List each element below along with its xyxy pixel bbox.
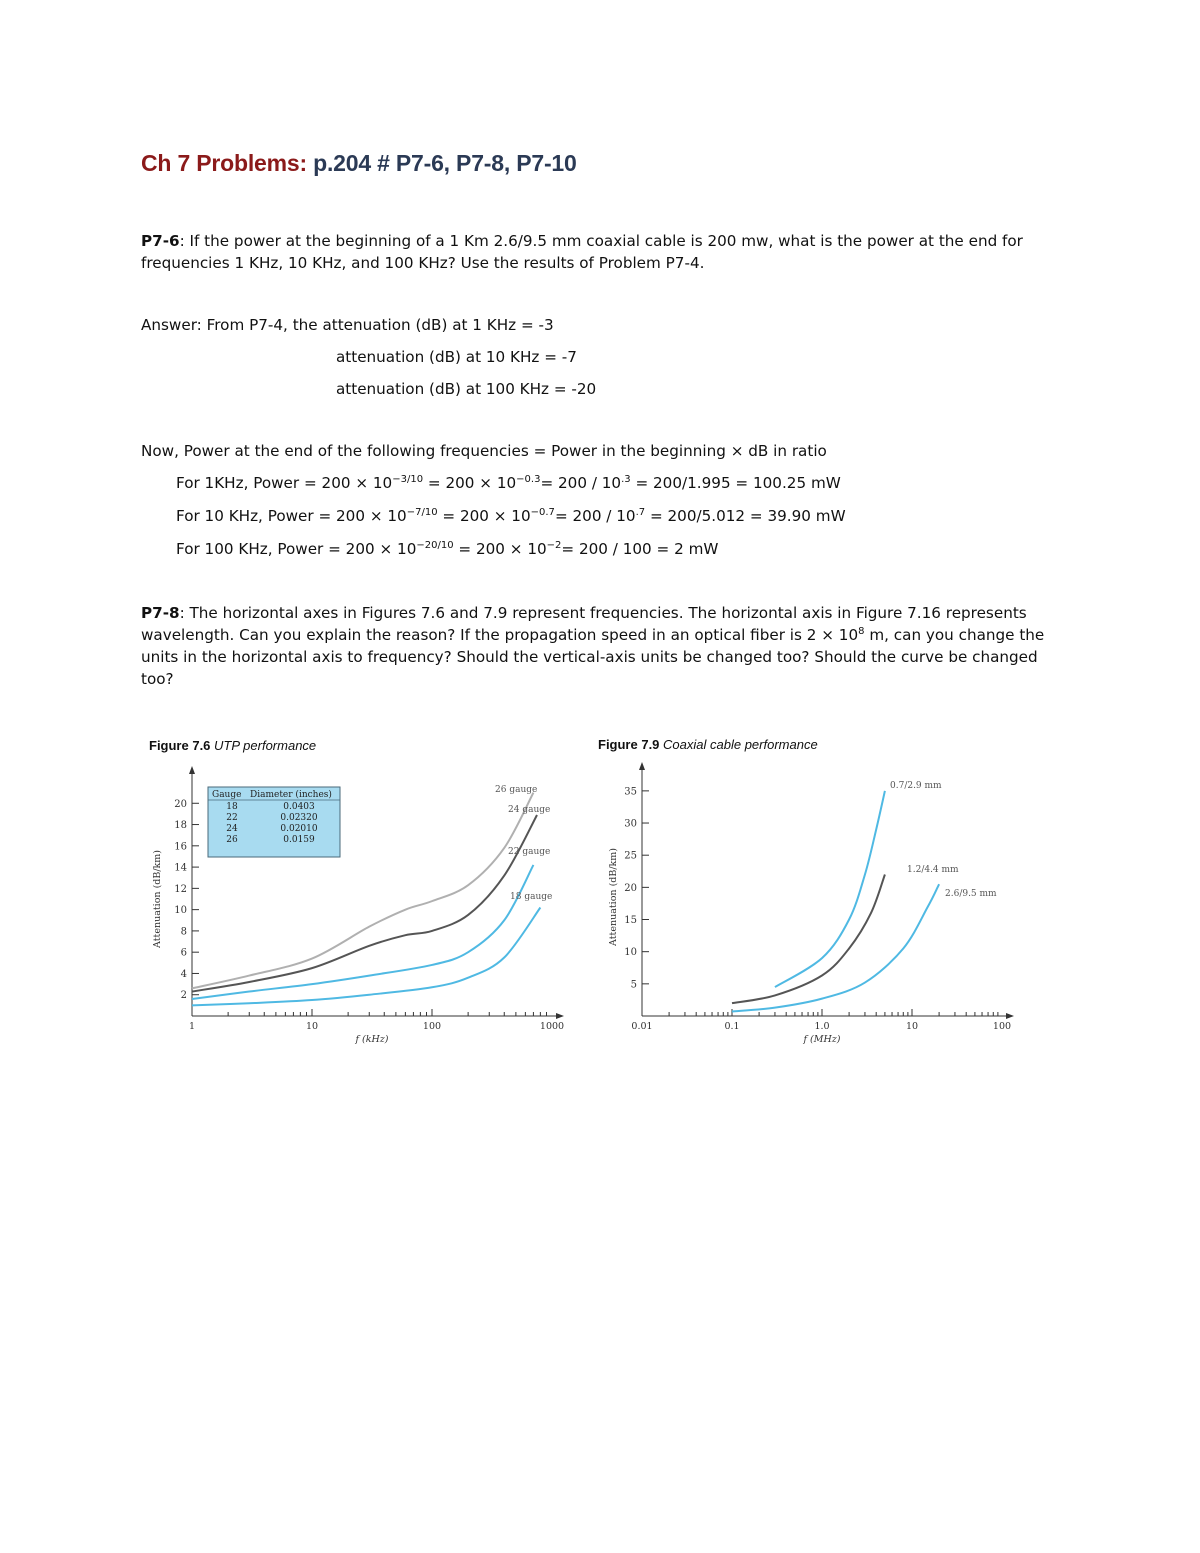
y-tick-label: 35 [624,786,637,798]
problem-exponent: 8 [858,626,865,637]
y-tick-label: 6 [180,947,187,959]
x-tick-label: 1000 [539,1021,565,1032]
y-tick-label: 10 [174,905,187,917]
calc-exponent: −0.3 [516,474,541,485]
answer-line-3: attenuation (dB) at 100 KHz = -20 [336,380,597,398]
x-tick-label: 1.0 [814,1021,830,1032]
series-label: 24 gauge [508,805,551,815]
calc-text: For 1KHz, Power = 200 × 10 [176,474,393,492]
x-tick-label: 1 [188,1021,196,1032]
series-line-18-gauge [192,908,540,1006]
x-axis-arrow [556,1013,564,1019]
y-tick-label: 14 [174,862,187,874]
series-line-2-6-9-5-mm [732,884,939,1011]
calc-exponent: −7/10 [406,507,438,518]
figure-number: Figure 7.9 [598,737,660,752]
answer-now: Now, Power at the end of the following frequencies = Power in the beginning × dB in ratio [141,442,827,460]
calc-exponent: −20/10 [416,540,454,551]
x-tick-label: 100 [422,1021,442,1032]
calc-text: = 200 × 10 [423,474,517,492]
answer-line-2: attenuation (dB) at 10 KHz = -7 [336,348,577,366]
table-cell: 22 [226,813,238,823]
x-axis-arrow [1006,1013,1014,1019]
answer-line-1: Answer: From P7-4, the attenuation (dB) at 1 KHz = -3 [141,316,554,334]
title-chapter: Ch 7 Problems: [141,150,307,176]
series-label: 1.2/4.4 mm [907,865,959,875]
series-label: 26 gauge [495,785,538,795]
figure-7-6-caption [149,738,316,753]
calc-text: For 10 KHz, Power = 200 × 10 [176,507,407,525]
series-line-22-gauge [192,865,533,999]
x-tick-label: 100 [992,1021,1012,1032]
y-tick-label: 30 [624,818,637,830]
x-axis-label: f (kHz) [355,1034,389,1045]
calc-text: = 200/5.012 = 39.90 mW [645,507,846,525]
figure-7-9-coaxial-chart [600,760,1030,1060]
calc-line-2 [176,507,846,525]
title-problems: p.204 # P7-6, P7-8, P7-10 [313,150,577,176]
figure-title: Coaxial cable performance [663,737,818,752]
series-label: 2.6/9.5 mm [945,889,997,899]
table-header: Gauge [212,790,242,800]
problem-p7-8 [141,602,1061,690]
y-tick-label: 20 [624,882,637,894]
y-tick-label: 2 [180,990,187,1002]
y-tick-label: 5 [630,979,637,991]
calc-exponent: −2 [546,540,562,551]
calc-exponent: .3 [621,474,631,485]
table-cell: 24 [226,824,238,834]
problem-label: P7-8 [141,604,180,622]
series-label: 18 gauge [510,892,553,902]
calc-exponent: .7 [635,507,646,518]
y-axis-arrow [189,766,195,774]
x-tick-label: 10 [305,1021,319,1032]
x-axis-label: f (MHz) [803,1034,841,1045]
table-cell: 0.02010 [280,824,318,834]
calc-text: For 100 KHz, Power = 200 × 10 [176,540,417,558]
page-title [141,150,577,177]
calc-exponent: −0.7 [530,507,555,518]
table-cell: 0.0159 [283,835,315,845]
y-tick-label: 10 [624,947,637,959]
y-tick-label: 4 [180,968,187,980]
problem-text: : The horizontal axes in Figures 7.6 and 7.9 represent frequencies. The horizontal axis in Figure 7.16 represents wavelength. Can you explain the reason? If the propagation speed in an optical fiber is 2 × 10 [141,604,1027,644]
table-cell: 26 [226,835,238,845]
calc-line-3 [176,540,718,558]
y-axis-label: Attenuation (dB/km) [608,847,619,947]
calc-exponent: −3/10 [392,474,424,485]
y-tick-label: 15 [624,915,637,927]
figure-7-9-caption [598,737,818,752]
y-tick-label: 8 [180,926,187,938]
figure-7-6-utp-chart [140,760,580,1060]
problem-label: P7-6 [141,232,180,250]
series-label: 22 gauge [508,847,551,857]
figure-title: UTP performance [214,738,317,753]
table-cell: 0.0403 [283,802,315,812]
x-tick-label: 10 [905,1021,919,1032]
y-tick-label: 25 [624,850,637,862]
table-header: Diameter (inches) [250,790,332,800]
calc-text: = 200 / 10 [554,507,636,525]
problem-p7-6 [141,230,1061,274]
y-tick-label: 20 [174,798,187,810]
y-tick-label: 16 [174,841,187,853]
figure-number: Figure 7.6 [149,738,211,753]
problem-text: : If the power at the beginning of a 1 Km 2.6/9.5 mm coaxial cable is 200 mw, what is the power at the end for frequencies 1 KHz, 10 KHz, and 100 KHz? Use the results of Problem P7-4. [141,232,1023,272]
calc-text: = 200 / 100 = 2 mW [561,540,719,558]
table-cell: 18 [226,802,238,812]
calc-text: = 200 / 10 [540,474,622,492]
calc-text: = 200 × 10 [437,507,531,525]
x-tick-label: 0.1 [724,1021,740,1032]
series-line-0-7-2-9-mm [775,791,885,987]
calc-text: = 200/1.995 = 100.25 mW [630,474,841,492]
table-cell: 0.02320 [280,813,318,823]
series-label: 0.7/2.9 mm [890,781,942,791]
y-tick-label: 18 [174,820,187,832]
calc-text: = 200 × 10 [453,540,547,558]
calc-line-1 [176,474,841,492]
y-tick-label: 12 [174,883,187,895]
x-tick-label: 0.01 [631,1021,653,1032]
y-axis-label: Attenuation (dB/km) [152,849,163,949]
problem-text: m, can you change the units in the horizontal axis to frequency? Should the vertical-axis units be changed too? Should the curve be changed too? [141,626,1045,688]
y-axis-arrow [639,762,645,770]
